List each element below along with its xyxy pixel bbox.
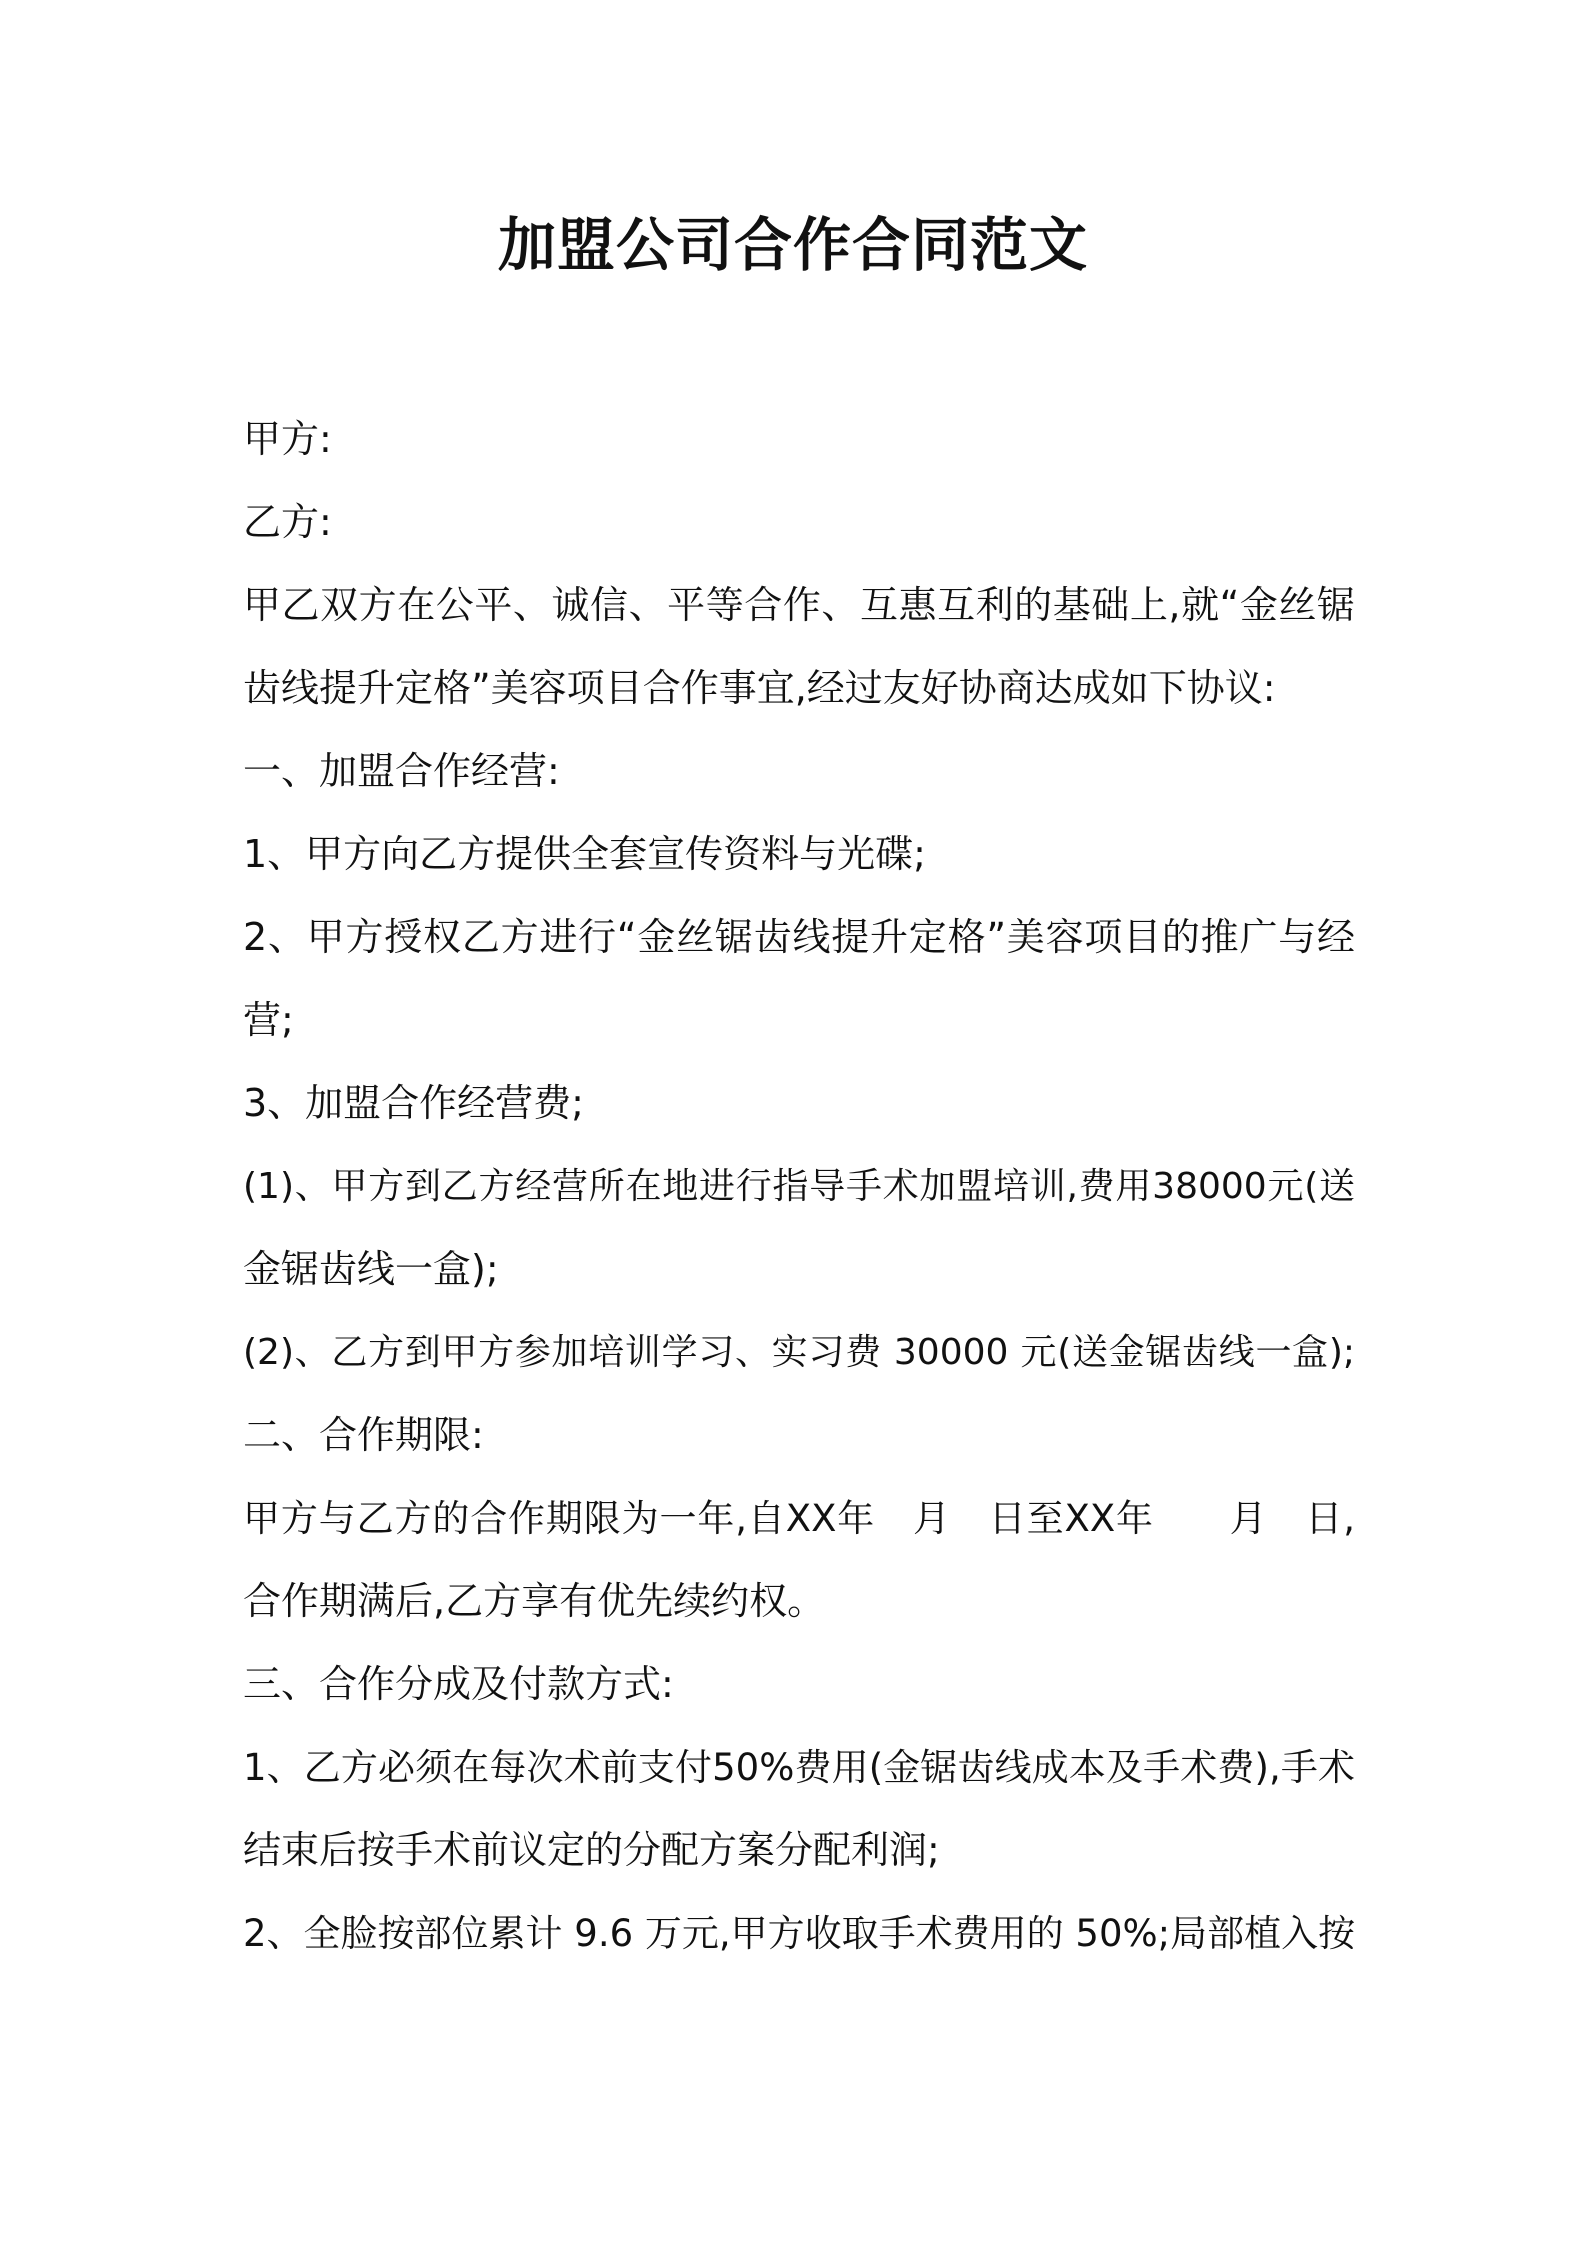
document-title: 加盟公司合作合同范文 [497,211,1088,279]
body-line: 1、乙方必须在每次术前支付50%费用(金锯齿线成本及手术费),手术 [243,1746,1355,1789]
body-line: 2、甲方授权乙方进行“金丝锯齿线提升定格”美容项目的推广与经 [243,915,1355,959]
body-line: 结束后按手术前议定的分配方案分配利润; [243,1828,940,1872]
body-line: 甲乙双方在公平、诚信、平等合作、互惠互利的基础上,就“金丝锯 [243,583,1355,627]
body-line: 一、加盟合作经营: [243,749,560,793]
body-line: (1)、甲方到乙方经营所在地进行指导手术加盟培训,费用38000元(送 [243,1166,1355,1207]
body-line: 乙方: [243,500,332,544]
body-line: 二、合作期限: [243,1413,484,1457]
body-line: 合作期满后,乙方享有优先续约权。 [243,1579,826,1623]
body-line: 三、合作分成及付款方式: [243,1662,674,1706]
body-line: 甲方: [243,417,332,461]
body-line: 金锯齿线一盒); [243,1247,499,1291]
body-line: 1、甲方向乙方提供全套宣传资料与光碟; [243,832,926,876]
document-body [243,398,1355,1975]
body-line: 齿线提升定格”美容项目合作事宜,经过友好协商达成如下协议: [243,666,1276,710]
body-line: 营; [243,998,294,1042]
body-line: 甲方与乙方的合作期限为一年,自XX年 月 日至XX年 月 日, [243,1497,1355,1540]
body-line: (2)、乙方到甲方参加培训学习、实习费 30000 元(送金锯齿线一盒); [243,1332,1355,1373]
body-line: 3、加盟合作经营费; [243,1081,584,1125]
body-line: 2、全脸按部位累计 9.6 万元,甲方收取手术费用的 50%;局部植入按 [243,1912,1355,1955]
